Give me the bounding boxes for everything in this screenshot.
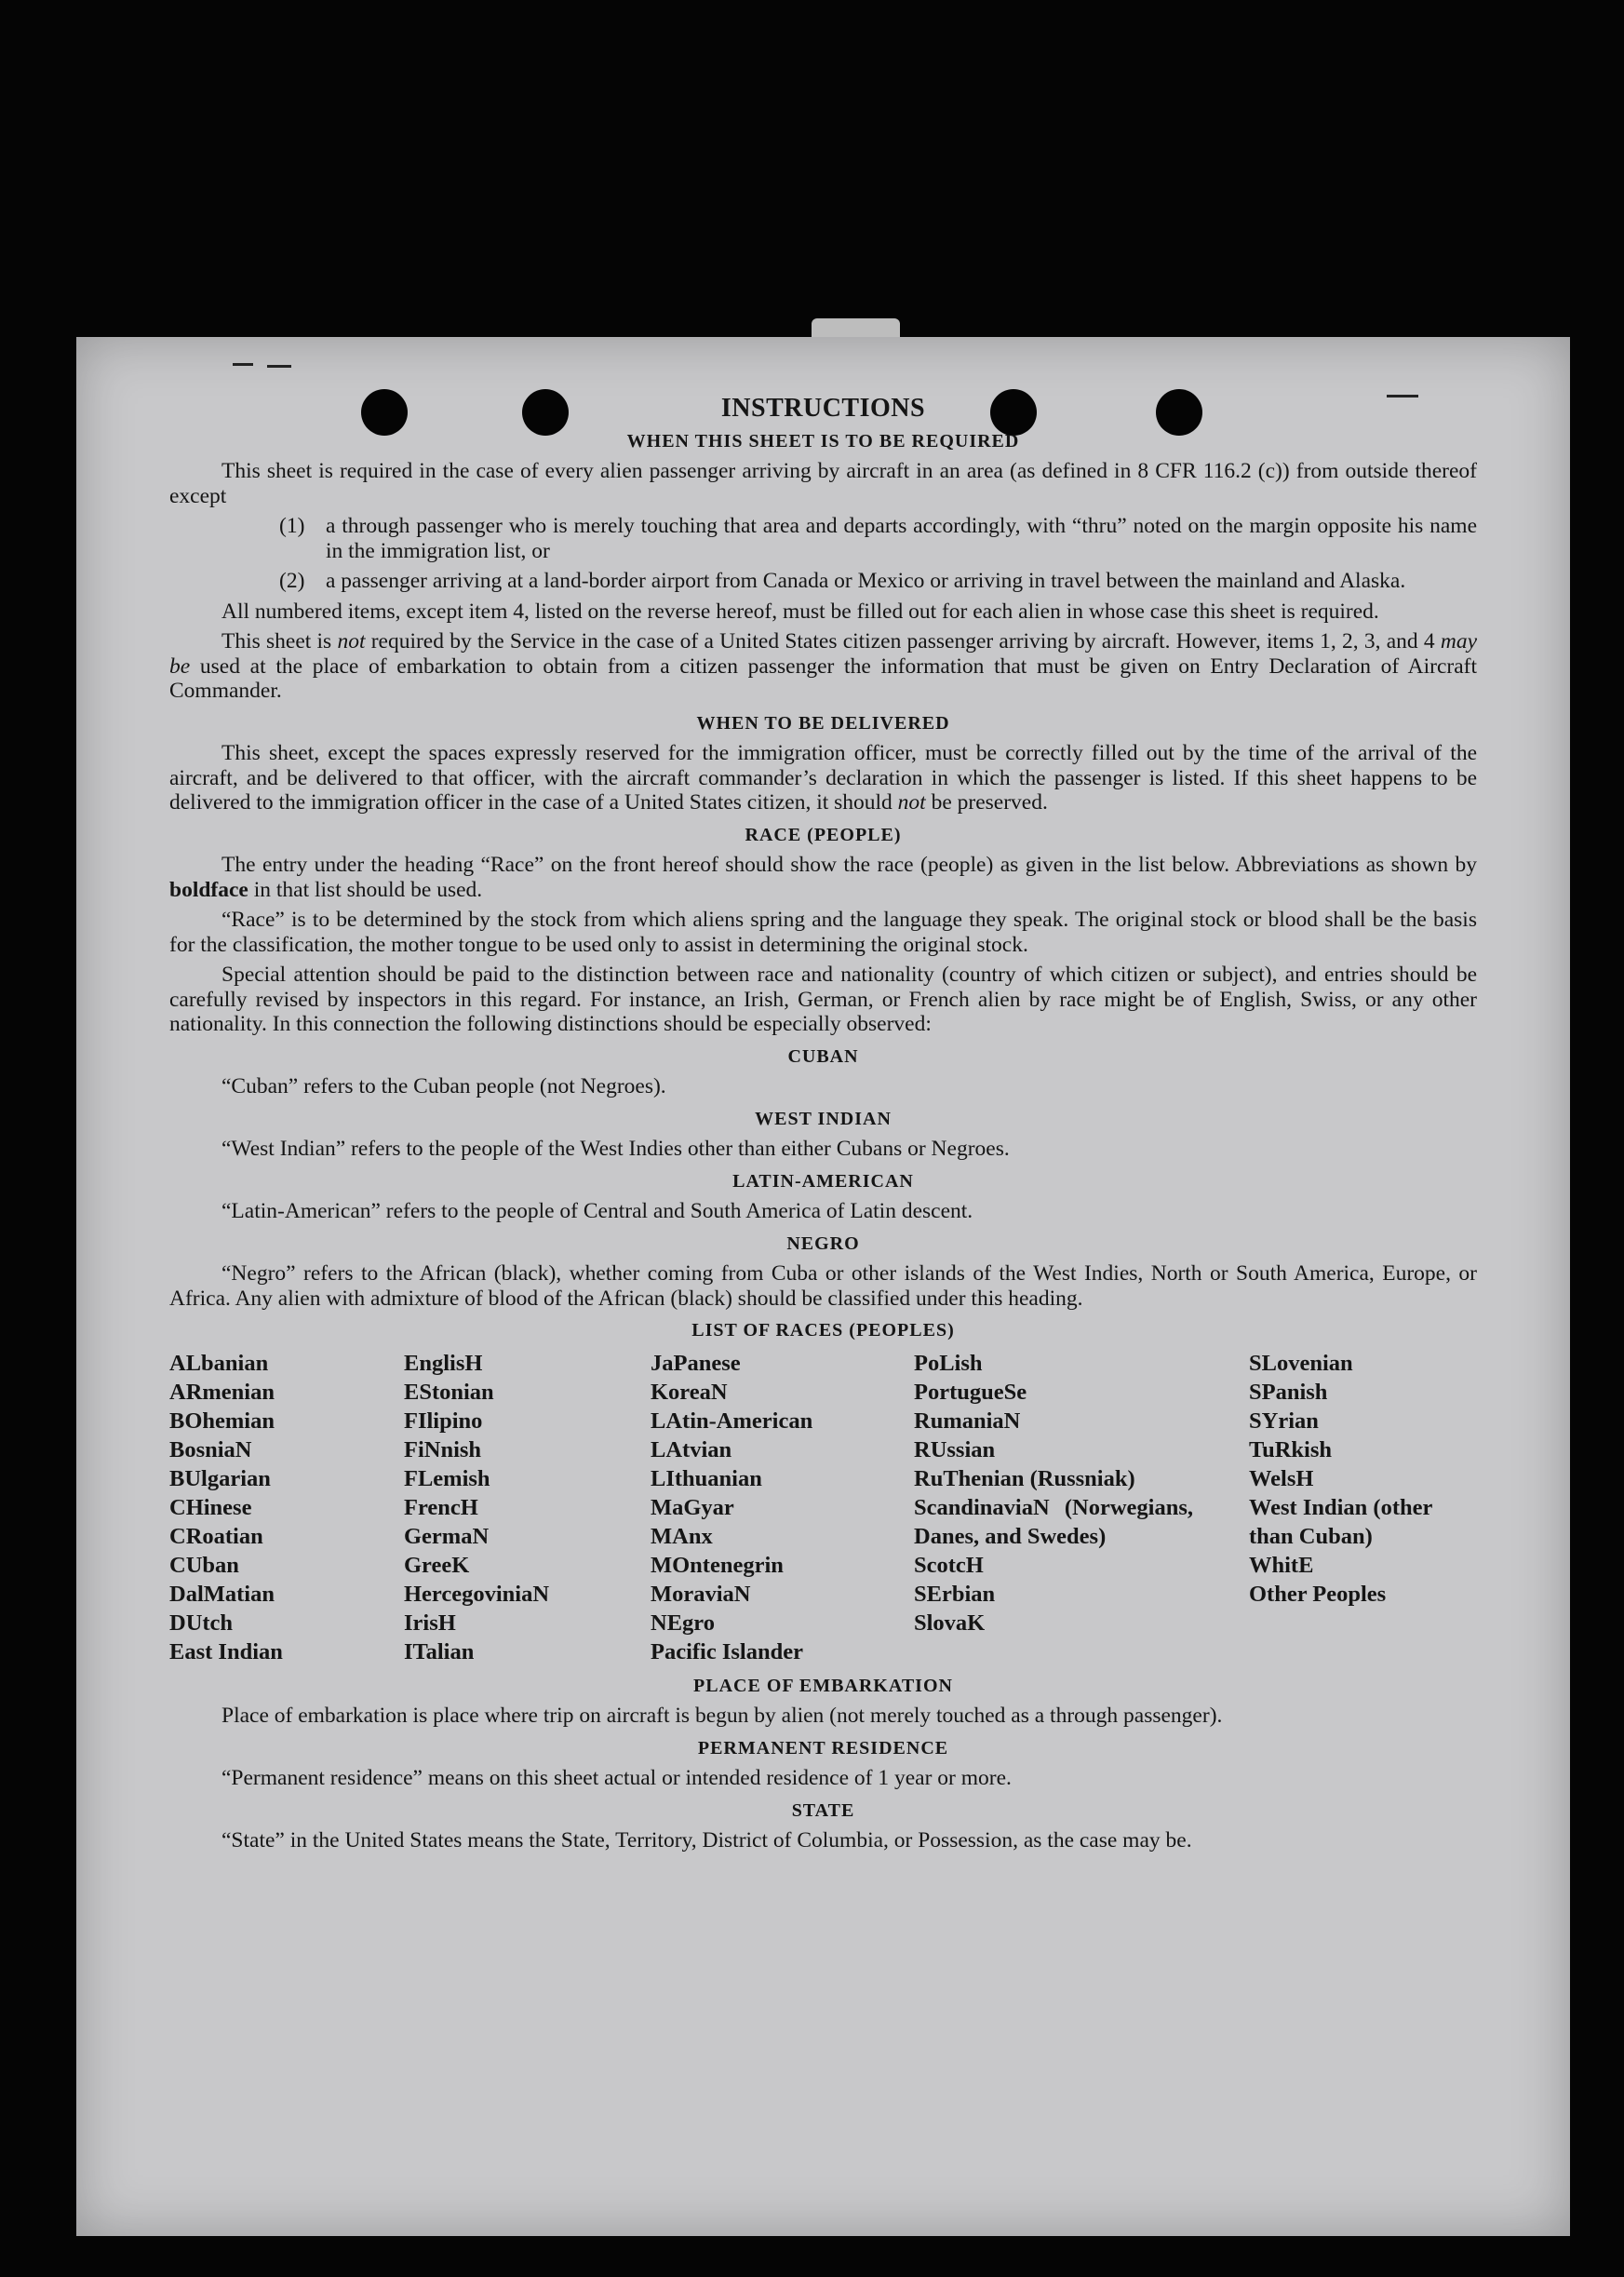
race-entry: JaPanese [651, 1350, 741, 1376]
race-entry: SLovenian [1249, 1350, 1353, 1376]
paragraph: “State” in the United States means the State, Territory, District of Columbia, or Possession, as the case may be. [221, 1828, 1192, 1853]
race-entry: SPanish [1249, 1379, 1328, 1405]
paragraph [169, 853, 1477, 902]
paragraph: “Cuban” refers to the Cuban people (not Negroes). [221, 1074, 666, 1098]
section-heading-residence: PERMANENT RESIDENCE [697, 1737, 949, 1758]
text-run: This sheet, except the spaces expressly reserved for the immigration officer, must be correctly filled out by the time of the arrival of the aircraft, and be delivered to that officer, with the aircraft commander’s declaration in which the passenger is listed. If this sheet happens to be delivered to the immigration officer in the case of a United States citizen, it should [169, 741, 1477, 815]
race-entry: MOntenegrin [651, 1552, 784, 1578]
list-item [279, 514, 1477, 563]
race-column [1249, 1349, 1477, 1666]
race-entry: RUssian [914, 1436, 996, 1462]
race-entry: RuThenian (Russniak) [914, 1465, 1135, 1491]
paragraph: Special attention should be paid to the distinction between race and nationality (country of which citizen or subject), and entries should be carefully revised by inspectors in this regard. For instance, an Irish, German, or French alien by race might be of English, Swiss, or any other nationality. In this connection the following distinctions should be especially observed: [169, 963, 1477, 1036]
race-entry: ScotcH [914, 1552, 984, 1578]
paragraph: All numbered items, except item 4, listed on the reverse hereof, must be filled out for each alien in whose case this sheet is required. [221, 599, 1379, 624]
paragraph: This sheet is required in the case of every alien passenger arriving by aircraft in an area (as defined in 8 CFR 116.2 (c)) from outside thereof except [169, 459, 1477, 508]
paragraph: “Permanent residence” means on this sheet actual or intended residence of 1 year or more. [221, 1766, 1012, 1790]
instruction-sheet [76, 337, 1570, 2236]
text-run: This sheet is [221, 629, 338, 653]
section-heading-embarkation: PLACE OF EMBARKATION [693, 1675, 953, 1696]
race-entry: MAnx [651, 1523, 713, 1549]
race-entry: FLemish [404, 1465, 490, 1491]
race-entry: CRoatian [169, 1523, 263, 1549]
race-entry: SYrian [1249, 1408, 1319, 1434]
race-entry: Pacific Islander [651, 1638, 803, 1664]
race-entry: LAtin-American [651, 1408, 813, 1434]
race-entry: RumaniaN [914, 1408, 1021, 1434]
race-entry: ITalian [404, 1638, 475, 1664]
paragraph [169, 741, 1477, 815]
paragraph: “West Indian” refers to the people of the West Indies other than either Cubans or Negroes. [221, 1137, 1010, 1161]
race-entry: CUban [169, 1552, 239, 1578]
race-column [914, 1349, 1249, 1666]
race-list [169, 1349, 1477, 1666]
race-entry: FrencH [404, 1494, 478, 1520]
race-entry: TuRkish [1249, 1436, 1333, 1462]
race-entry: CHinese [169, 1494, 252, 1520]
race-entry: EStonian [404, 1379, 494, 1405]
race-entry: ScandinaviaN (Norwegians, Danes, and Swedes) [914, 1494, 1193, 1549]
emphasis-text: may be [169, 629, 1477, 679]
race-entry: BOhemian [169, 1408, 275, 1434]
item-text: a passenger arriving at a land-border airport from Canada or Mexico or arriving in travel between the mainland and Alaska. [326, 569, 1406, 593]
race-entry: NEgro [651, 1610, 715, 1636]
race-entry: MaGyar [651, 1494, 734, 1520]
section-heading-race: RACE (PEOPLE) [745, 824, 902, 845]
race-entry: GreeK [404, 1552, 470, 1578]
scan-mark [233, 363, 253, 366]
text-run: in that list should be used. [248, 877, 483, 902]
race-entry: HercegoviniaN [404, 1581, 550, 1607]
race-entry: SlovaK [914, 1610, 986, 1636]
section-heading-west-indian: WEST INDIAN [755, 1108, 892, 1129]
race-column [169, 1349, 404, 1666]
race-entry: BosniaN [169, 1436, 252, 1462]
scan-mark [267, 365, 291, 368]
text-run: required by the Service in the case of a United States citizen passenger arriving by aircraft. However, items 1, 2, 3, and 4 [365, 629, 1441, 653]
race-entry: LIthuanian [651, 1465, 762, 1491]
race-entry: East Indian [169, 1638, 283, 1664]
section-heading-when-delivered: WHEN TO BE DELIVERED [696, 712, 950, 734]
item-text: a through passenger who is merely touching that area and departs accordingly, with “thru” noted on the margin opposite his name in the immigration list, or [326, 514, 1477, 563]
race-entry: IrisH [404, 1610, 456, 1636]
race-entry: BUlgarian [169, 1465, 271, 1491]
race-entry: West Indian (other than Cuban) [1249, 1494, 1432, 1549]
section-heading-when-required: WHEN THIS SHEET IS TO BE REQUIRED [626, 430, 1020, 451]
paragraph: “Latin-American” refers to the people of Central and South America of Latin descent. [221, 1199, 973, 1223]
race-entry: DalMatian [169, 1581, 275, 1607]
bold-text: boldface [169, 877, 248, 902]
item-number: (2) [279, 569, 305, 593]
section-heading-race-list: LIST OF RACES (PEOPLES) [691, 1320, 955, 1341]
text-run: used at the place of embarkation to obtain from a citizen passenger the information that must be given on Entry Declaration of Aircraft Commander. [169, 653, 1477, 703]
race-column [404, 1349, 651, 1666]
page-title: INSTRUCTIONS [720, 394, 926, 423]
race-entry: EnglisH [404, 1350, 483, 1376]
race-entry: FIlipino [404, 1408, 483, 1434]
race-entry: DUtch [169, 1610, 234, 1636]
race-entry: SErbian [914, 1581, 996, 1607]
race-entry: Other Peoples [1249, 1581, 1387, 1607]
race-entry: PortugueSe [914, 1379, 1027, 1405]
race-entry: ARmenian [169, 1379, 275, 1405]
list-item [279, 569, 1477, 594]
paragraph [169, 629, 1477, 704]
race-entry: WhitE [1249, 1552, 1314, 1578]
text-run: The entry under the heading “Race” on the front hereof should show the race (people) as given in the list below. Abbreviations as shown by [221, 853, 1477, 877]
paragraph: “Race” is to be determined by the stock from which aliens spring and the language they speak. The original stock or blood shall be the basis for the classification, the mother tongue to be used only to assist in determining the original stock. [169, 908, 1477, 957]
item-number: (1) [279, 514, 305, 538]
emphasis-text: not [337, 629, 366, 653]
section-heading-negro: NEGRO [786, 1233, 860, 1254]
race-entry: WelsH [1249, 1465, 1314, 1491]
paragraph: “Negro” refers to the African (black), whether coming from Cuba or other islands of the West Indies, North or South America, Europe, or Africa. Any alien with admixture of blood of the African (black) should be classified under this heading. [169, 1261, 1477, 1311]
emphasis-text: not [897, 790, 926, 815]
section-heading-latin-american: LATIN-AMERICAN [732, 1170, 914, 1192]
race-entry: GermaN [404, 1523, 490, 1549]
race-column [651, 1349, 914, 1666]
race-entry: ALbanian [169, 1350, 269, 1376]
race-entry: LAtvian [651, 1436, 732, 1462]
race-entry: FiNnish [404, 1436, 482, 1462]
text-run: be preserved. [925, 790, 1048, 815]
race-entry: PoLish [914, 1350, 983, 1376]
paragraph: Place of embarkation is place where trip on aircraft is begun by alien (not merely touched as a through passenger). [221, 1704, 1223, 1728]
instructions-body [169, 391, 1477, 1859]
section-heading-state: STATE [791, 1799, 855, 1821]
race-entry: KoreaN [651, 1379, 728, 1405]
race-entry: MoraviaN [651, 1581, 751, 1607]
section-heading-cuban: CUBAN [787, 1045, 859, 1067]
